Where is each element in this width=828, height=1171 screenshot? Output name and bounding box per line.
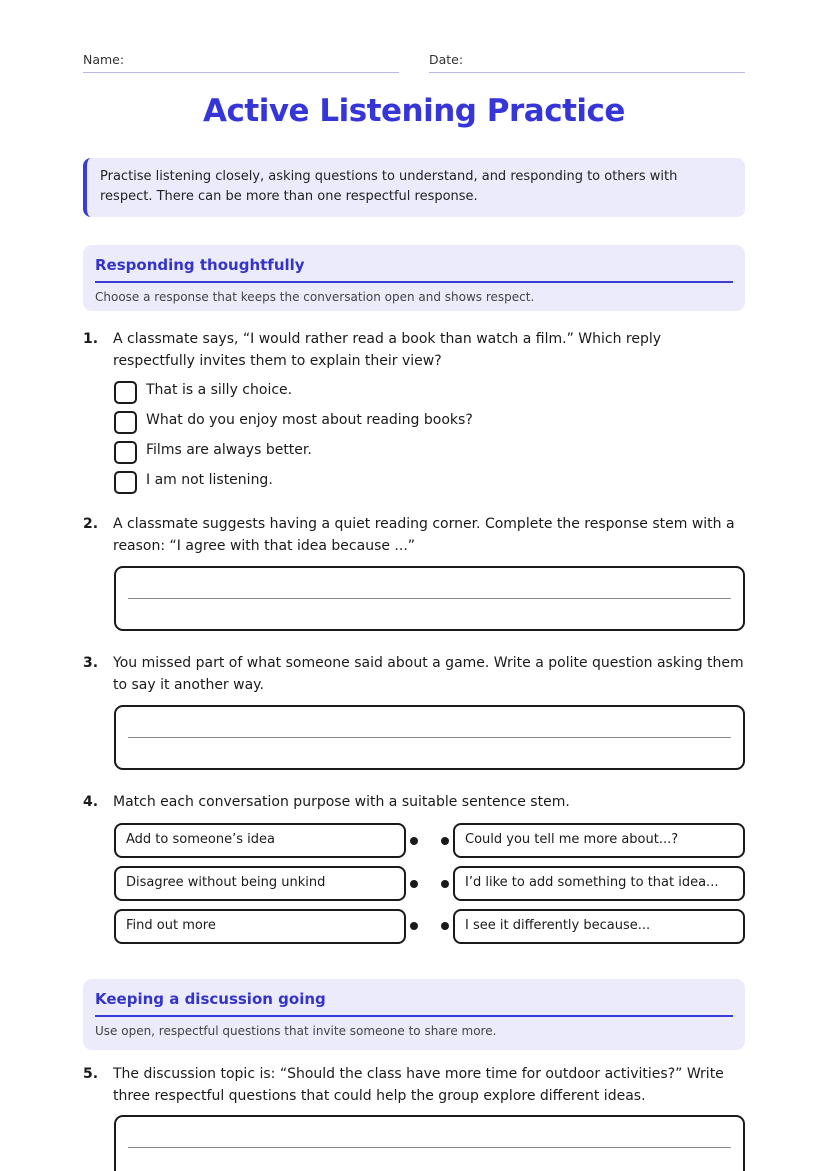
match-dot[interactable] [441, 922, 449, 930]
match-dot[interactable] [410, 880, 418, 888]
checkbox[interactable] [114, 441, 137, 464]
match-stem-box[interactable]: Could you tell me more about...? [453, 823, 745, 858]
section-keeping-discussion-going [83, 979, 745, 1050]
match-dot[interactable] [441, 837, 449, 845]
section-title: Keeping a discussion going [95, 990, 326, 1008]
match-dot[interactable] [441, 880, 449, 888]
answer-box[interactable] [114, 566, 745, 631]
question-text: A classmate suggests having a quiet reading corner. Complete the response stem with a reason: “I agree with that idea because ...” [113, 516, 735, 554]
page-title: Active Listening Practice [203, 93, 625, 129]
question-number: 5. [83, 1066, 99, 1082]
answer-box[interactable] [114, 705, 745, 770]
question-number: 4. [83, 794, 99, 810]
option-label: That is a silly choice. [146, 382, 293, 398]
section-subtitle: Use open, respectful questions that invite someone to share more. [95, 1024, 497, 1038]
writing-line [128, 1147, 731, 1148]
option-label: Films are always better. [146, 442, 312, 458]
checkbox[interactable] [114, 381, 137, 404]
option-checkbox[interactable] [114, 411, 514, 435]
question-5 [83, 1063, 745, 1107]
checkbox[interactable] [114, 471, 137, 494]
checkbox[interactable] [114, 411, 137, 434]
date-label: Date: [429, 52, 464, 67]
question-number: 2. [83, 516, 99, 532]
option-checkbox[interactable] [114, 381, 514, 405]
section-divider [95, 1015, 733, 1017]
date-field[interactable] [429, 52, 745, 73]
match-stem-box[interactable]: I see it differently because... [453, 909, 745, 944]
intro-callout: Practise listening closely, asking questions to understand, and responding to others with respect. There can be more than one respectful response. [83, 158, 745, 217]
section-divider [95, 281, 733, 283]
name-field[interactable] [83, 52, 399, 73]
header-fields [83, 52, 745, 74]
question-text: Match each conversation purpose with a suitable sentence stem. [113, 794, 570, 810]
option-label: What do you enjoy most about reading books? [146, 412, 473, 428]
section-responding-thoughtfully [83, 245, 745, 311]
match-dot[interactable] [410, 922, 418, 930]
question-text: A classmate says, “I would rather read a book than watch a film.” Which reply respectfully invites them to explain their view? [113, 331, 662, 369]
question-text: The discussion topic is: “Should the class have more time for outdoor activities?” Write three respectful questions that could help the group explore different ideas. [113, 1066, 724, 1104]
match-stem-box[interactable]: I’d like to add something to that idea... [453, 866, 745, 901]
writing-line [128, 598, 731, 599]
question-2 [83, 513, 745, 557]
option-label: I am not listening. [146, 472, 273, 488]
writing-line [128, 737, 731, 738]
question-3 [83, 652, 745, 696]
option-checkbox[interactable] [114, 471, 514, 495]
match-purpose-box[interactable]: Find out more [114, 909, 406, 944]
question-4 [83, 791, 745, 813]
section-title: Responding thoughtfully [95, 256, 305, 274]
name-label: Name: [83, 52, 125, 67]
answer-box[interactable] [114, 1115, 745, 1171]
question-text: You missed part of what someone said about a game. Write a polite question asking them to say it another way. [113, 655, 744, 693]
section-subtitle: Choose a response that keeps the conversation open and shows respect. [95, 290, 535, 304]
question-1 [83, 328, 745, 372]
match-dot[interactable] [410, 837, 418, 845]
match-purpose-box[interactable]: Add to someone’s idea [114, 823, 406, 858]
option-checkbox[interactable] [114, 441, 514, 465]
question-number: 1. [83, 331, 99, 347]
match-purpose-box[interactable]: Disagree without being unkind [114, 866, 406, 901]
question-number: 3. [83, 655, 99, 671]
